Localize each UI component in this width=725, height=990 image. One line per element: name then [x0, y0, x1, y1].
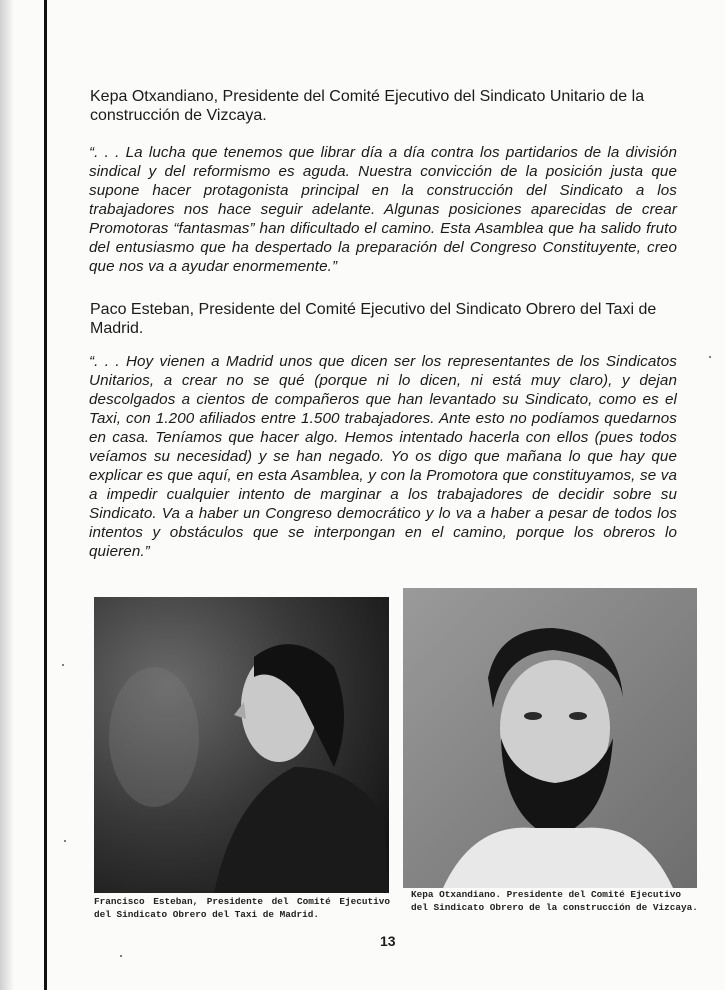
- speaker-heading-1: Kepa Otxandiano, Presidente del Comité Ejecutivo del Sindicato Unitario de la construcción de Vizcaya.: [90, 88, 645, 124]
- page-edge-shadow: [0, 0, 14, 990]
- photo-kepa-otxandiano: [403, 588, 697, 888]
- quote-paragraph-2: “. . . Hoy vienen a Madrid unos que dicen ser los representantes de los Sindicatos Unitarios, a crear no se qué (porque ni lo dicen, ni está muy claro), y dejan descolgados a cientos de compañeros que han levantado su Sindicato, como es el Taxi, con 1.200 afiliados entre 1.500 trabajadores. Ante esto no podíamos quedarnos en casa. Teníamos que hacer algo. Hemos intentado hacerla con ellos (pues todos veíamos su necesidad) y se han negado. Yo os digo que mañana lo que hay que explicar es que aquí, en esta Asamblea, y con la Promotora que constituyamos, se va a impedir cualquier intento de marginar a los trabajadores de decidir sobre su Sindicato. Va a haber un Congreso democrático y lo va a haber a pesar de todos los intentos y obstáculos que se interpongan en el camino, porque los obreros lo quieren.”: [89, 353, 677, 560]
- binding-edge-line: [44, 0, 47, 990]
- speaker-heading-2: Paco Esteban, Presidente del Comité Ejecutivo del Sindicato Obrero del Taxi de Madrid.: [90, 301, 657, 337]
- print-speck: [64, 840, 66, 842]
- photo-caption-1: Francisco Esteban, Presidente del Comité Ejecutivo del Sindicato Obrero del Taxi de Madrid.: [94, 896, 390, 920]
- photo-francisco-esteban: [94, 597, 389, 893]
- print-speck: [62, 664, 64, 666]
- photo-caption-2: Kepa Otxandiano. Presidente del Comité Ejecutivo del Sindicato Obrero de la construcción de Vizcaya.: [411, 889, 698, 913]
- page-number: 13: [380, 933, 396, 949]
- print-speck: [120, 955, 122, 957]
- print-speck: [709, 356, 711, 358]
- quote-paragraph-1: “. . . La lucha que tenemos que librar día a día contra los partidarios de la división sindical y del reformismo es aguda. Nuestra convicción de la posición justa que supone hacer protagonista principal en la construcción del Sindicato a los trabajadores nos hace seguir adelante. Algunas posiciones aparecidas de crear Promotoras “fantasmas” han dificultado el camino. Esta Asamblea que ha salido fruto del entusiasmo que ha despertado la preparación del Congreso Constituyente, creo que nos va a ayudar enormemente.”: [89, 144, 677, 275]
